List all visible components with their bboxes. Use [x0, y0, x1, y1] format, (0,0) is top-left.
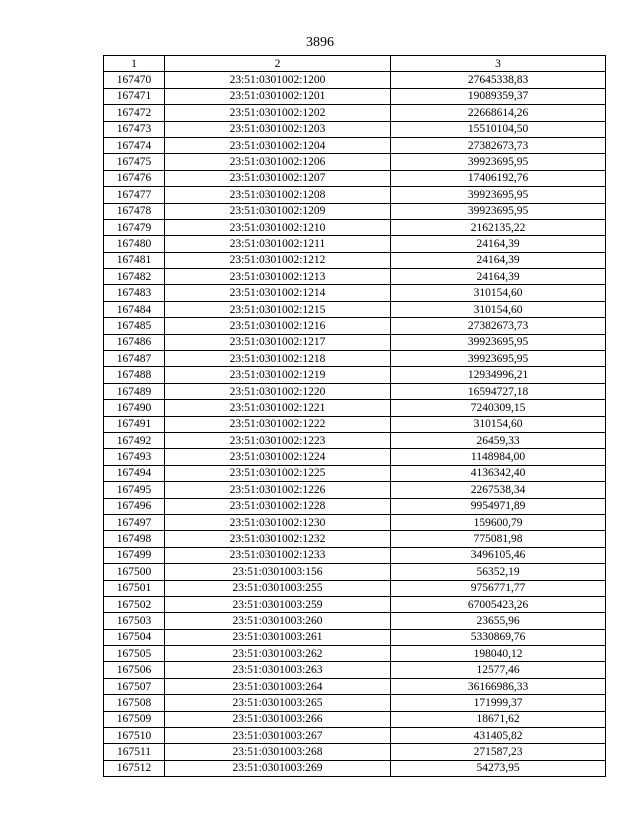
- row-number-cell: 167491: [104, 416, 165, 432]
- cadastral-number-cell: 23:51:0301002:1216: [165, 318, 391, 334]
- registry-table: [103, 55, 606, 777]
- page-number: 3896: [306, 35, 334, 50]
- table-row: [104, 531, 606, 547]
- table-row: [104, 613, 606, 629]
- cadastral-number-cell: 23:51:0301003:265: [165, 695, 391, 711]
- table-row: [104, 629, 606, 645]
- row-number-cell: 167483: [104, 285, 165, 301]
- value-cell: 27645338,83: [391, 72, 606, 88]
- value-cell: 9954971,89: [391, 498, 606, 514]
- cadastral-number-cell: 23:51:0301003:262: [165, 646, 391, 662]
- value-cell: 310154,60: [391, 301, 606, 317]
- table-row: [104, 432, 606, 448]
- cadastral-number-cell: 23:51:0301002:1222: [165, 416, 391, 432]
- value-cell: 39923695,95: [391, 187, 606, 203]
- value-cell: 9756771,77: [391, 580, 606, 596]
- table-row: [104, 367, 606, 383]
- table-row: [104, 744, 606, 760]
- table-row: [104, 514, 606, 530]
- table-row: [104, 285, 606, 301]
- table-row: [104, 137, 606, 153]
- value-cell: 2267538,34: [391, 482, 606, 498]
- row-number-cell: 167488: [104, 367, 165, 383]
- cadastral-number-cell: 23:51:0301002:1230: [165, 514, 391, 530]
- value-cell: 26459,33: [391, 432, 606, 448]
- value-cell: 4136342,40: [391, 465, 606, 481]
- table-row: [104, 646, 606, 662]
- table-row: [104, 695, 606, 711]
- row-number-cell: 167482: [104, 269, 165, 285]
- table-row: [104, 465, 606, 481]
- cadastral-number-cell: 23:51:0301002:1201: [165, 88, 391, 104]
- cadastral-number-cell: 23:51:0301002:1221: [165, 400, 391, 416]
- row-number-cell: 167470: [104, 72, 165, 88]
- value-cell: 27382673,73: [391, 318, 606, 334]
- table-row: [104, 170, 606, 186]
- table-row: [104, 269, 606, 285]
- cadastral-number-cell: 23:51:0301003:269: [165, 760, 391, 776]
- table-row: [104, 236, 606, 252]
- cadastral-number-cell: 23:51:0301002:1217: [165, 334, 391, 350]
- row-number-cell: 167504: [104, 629, 165, 645]
- table-row: [104, 482, 606, 498]
- cadastral-number-cell: 23:51:0301003:255: [165, 580, 391, 596]
- cadastral-number-cell: 23:51:0301003:260: [165, 613, 391, 629]
- value-cell: 39923695,95: [391, 203, 606, 219]
- row-number-cell: 167476: [104, 170, 165, 186]
- table-row: [104, 121, 606, 137]
- row-number-cell: 167487: [104, 351, 165, 367]
- cadastral-number-cell: 23:51:0301002:1202: [165, 105, 391, 121]
- cadastral-number-cell: 23:51:0301002:1218: [165, 351, 391, 367]
- column-header-2: 2: [165, 56, 391, 72]
- cadastral-number-cell: 23:51:0301002:1223: [165, 432, 391, 448]
- row-number-cell: 167480: [104, 236, 165, 252]
- row-number-cell: 167473: [104, 121, 165, 137]
- table-row: [104, 416, 606, 432]
- row-number-cell: 167499: [104, 547, 165, 563]
- cadastral-number-cell: 23:51:0301002:1228: [165, 498, 391, 514]
- value-cell: 310154,60: [391, 285, 606, 301]
- table-row: [104, 252, 606, 268]
- row-number-cell: 167485: [104, 318, 165, 334]
- value-cell: 7240309,15: [391, 400, 606, 416]
- value-cell: 16594727,18: [391, 383, 606, 399]
- table-row: [104, 678, 606, 694]
- cadastral-number-cell: 23:51:0301002:1207: [165, 170, 391, 186]
- column-header-3: 3: [391, 56, 606, 72]
- value-cell: 198040,12: [391, 646, 606, 662]
- value-cell: 24164,39: [391, 252, 606, 268]
- value-cell: 15510104,50: [391, 121, 606, 137]
- cadastral-number-cell: 23:51:0301002:1208: [165, 187, 391, 203]
- value-cell: 271587,23: [391, 744, 606, 760]
- row-number-cell: 167475: [104, 154, 165, 170]
- cadastral-number-cell: 23:51:0301002:1215: [165, 301, 391, 317]
- cadastral-number-cell: 23:51:0301002:1206: [165, 154, 391, 170]
- table-row: [104, 219, 606, 235]
- table-row: [104, 351, 606, 367]
- value-cell: 36166986,33: [391, 678, 606, 694]
- cadastral-number-cell: 23:51:0301003:266: [165, 711, 391, 727]
- value-cell: 19089359,37: [391, 88, 606, 104]
- cadastral-number-cell: 23:51:0301002:1200: [165, 72, 391, 88]
- row-number-cell: 167478: [104, 203, 165, 219]
- table-row: [104, 187, 606, 203]
- cadastral-number-cell: 23:51:0301003:264: [165, 678, 391, 694]
- value-cell: 24164,39: [391, 236, 606, 252]
- value-cell: 431405,82: [391, 728, 606, 744]
- row-number-cell: 167503: [104, 613, 165, 629]
- table-row: [104, 728, 606, 744]
- value-cell: 3496105,46: [391, 547, 606, 563]
- cadastral-number-cell: 23:51:0301003:267: [165, 728, 391, 744]
- row-number-cell: 167474: [104, 137, 165, 153]
- row-number-cell: 167506: [104, 662, 165, 678]
- row-number-cell: 167502: [104, 596, 165, 612]
- cadastral-number-cell: 23:51:0301002:1233: [165, 547, 391, 563]
- table-row: [104, 334, 606, 350]
- row-number-cell: 167496: [104, 498, 165, 514]
- cadastral-number-cell: 23:51:0301002:1225: [165, 465, 391, 481]
- cadastral-number-cell: 23:51:0301003:259: [165, 596, 391, 612]
- table-row: [104, 564, 606, 580]
- table-row: [104, 547, 606, 563]
- value-cell: 24164,39: [391, 269, 606, 285]
- cadastral-number-cell: 23:51:0301003:156: [165, 564, 391, 580]
- value-cell: 12934996,21: [391, 367, 606, 383]
- table-row: [104, 203, 606, 219]
- cadastral-number-cell: 23:51:0301002:1219: [165, 367, 391, 383]
- row-number-cell: 167481: [104, 252, 165, 268]
- cadastral-number-cell: 23:51:0301002:1224: [165, 449, 391, 465]
- table-row: [104, 383, 606, 399]
- value-cell: 18671,62: [391, 711, 606, 727]
- value-cell: 39923695,95: [391, 334, 606, 350]
- cadastral-number-cell: 23:51:0301002:1232: [165, 531, 391, 547]
- cadastral-number-cell: 23:51:0301002:1220: [165, 383, 391, 399]
- table-row: [104, 498, 606, 514]
- value-cell: 67005423,26: [391, 596, 606, 612]
- row-number-cell: 167484: [104, 301, 165, 317]
- table-row: [104, 105, 606, 121]
- row-number-cell: 167507: [104, 678, 165, 694]
- row-number-cell: 167489: [104, 383, 165, 399]
- value-cell: 23655,96: [391, 613, 606, 629]
- value-cell: 39923695,95: [391, 351, 606, 367]
- table-row: [104, 72, 606, 88]
- cadastral-number-cell: 23:51:0301003:268: [165, 744, 391, 760]
- value-cell: 12577,46: [391, 662, 606, 678]
- row-number-cell: 167479: [104, 219, 165, 235]
- table-body: [104, 72, 606, 777]
- cadastral-number-cell: 23:51:0301002:1203: [165, 121, 391, 137]
- table-row: [104, 580, 606, 596]
- value-cell: 22668614,26: [391, 105, 606, 121]
- table-row: [104, 711, 606, 727]
- row-number-cell: 167471: [104, 88, 165, 104]
- row-number-cell: 167510: [104, 728, 165, 744]
- cadastral-number-cell: 23:51:0301002:1211: [165, 236, 391, 252]
- table-row: [104, 318, 606, 334]
- row-number-cell: 167501: [104, 580, 165, 596]
- row-number-cell: 167512: [104, 760, 165, 776]
- row-number-cell: 167490: [104, 400, 165, 416]
- column-header-1: 1: [104, 56, 165, 72]
- row-number-cell: 167472: [104, 105, 165, 121]
- value-cell: 1148984,00: [391, 449, 606, 465]
- cadastral-number-cell: 23:51:0301002:1226: [165, 482, 391, 498]
- table-header-row: [104, 56, 606, 72]
- table-row: [104, 449, 606, 465]
- table-row: [104, 154, 606, 170]
- row-number-cell: 167498: [104, 531, 165, 547]
- cadastral-number-cell: 23:51:0301002:1204: [165, 137, 391, 153]
- value-cell: 159600,79: [391, 514, 606, 530]
- table-row: [104, 301, 606, 317]
- table-row: [104, 400, 606, 416]
- row-number-cell: 167508: [104, 695, 165, 711]
- cadastral-number-cell: 23:51:0301002:1209: [165, 203, 391, 219]
- row-number-cell: 167509: [104, 711, 165, 727]
- cadastral-number-cell: 23:51:0301002:1212: [165, 252, 391, 268]
- value-cell: 27382673,73: [391, 137, 606, 153]
- value-cell: 17406192,76: [391, 170, 606, 186]
- row-number-cell: 167486: [104, 334, 165, 350]
- row-number-cell: 167511: [104, 744, 165, 760]
- row-number-cell: 167494: [104, 465, 165, 481]
- row-number-cell: 167505: [104, 646, 165, 662]
- row-number-cell: 167500: [104, 564, 165, 580]
- cadastral-number-cell: 23:51:0301002:1214: [165, 285, 391, 301]
- value-cell: 310154,60: [391, 416, 606, 432]
- cadastral-number-cell: 23:51:0301003:261: [165, 629, 391, 645]
- row-number-cell: 167477: [104, 187, 165, 203]
- row-number-cell: 167497: [104, 514, 165, 530]
- value-cell: 39923695,95: [391, 154, 606, 170]
- table-row: [104, 662, 606, 678]
- value-cell: 5330869,76: [391, 629, 606, 645]
- table-row: [104, 596, 606, 612]
- value-cell: 56352,19: [391, 564, 606, 580]
- value-cell: 54273,95: [391, 760, 606, 776]
- table-row: [104, 760, 606, 776]
- row-number-cell: 167492: [104, 432, 165, 448]
- value-cell: 775081,98: [391, 531, 606, 547]
- cadastral-number-cell: 23:51:0301003:263: [165, 662, 391, 678]
- value-cell: 171999,37: [391, 695, 606, 711]
- row-number-cell: 167495: [104, 482, 165, 498]
- cadastral-number-cell: 23:51:0301002:1213: [165, 269, 391, 285]
- cadastral-number-cell: 23:51:0301002:1210: [165, 219, 391, 235]
- table-row: [104, 88, 606, 104]
- value-cell: 2162135,22: [391, 219, 606, 235]
- row-number-cell: 167493: [104, 449, 165, 465]
